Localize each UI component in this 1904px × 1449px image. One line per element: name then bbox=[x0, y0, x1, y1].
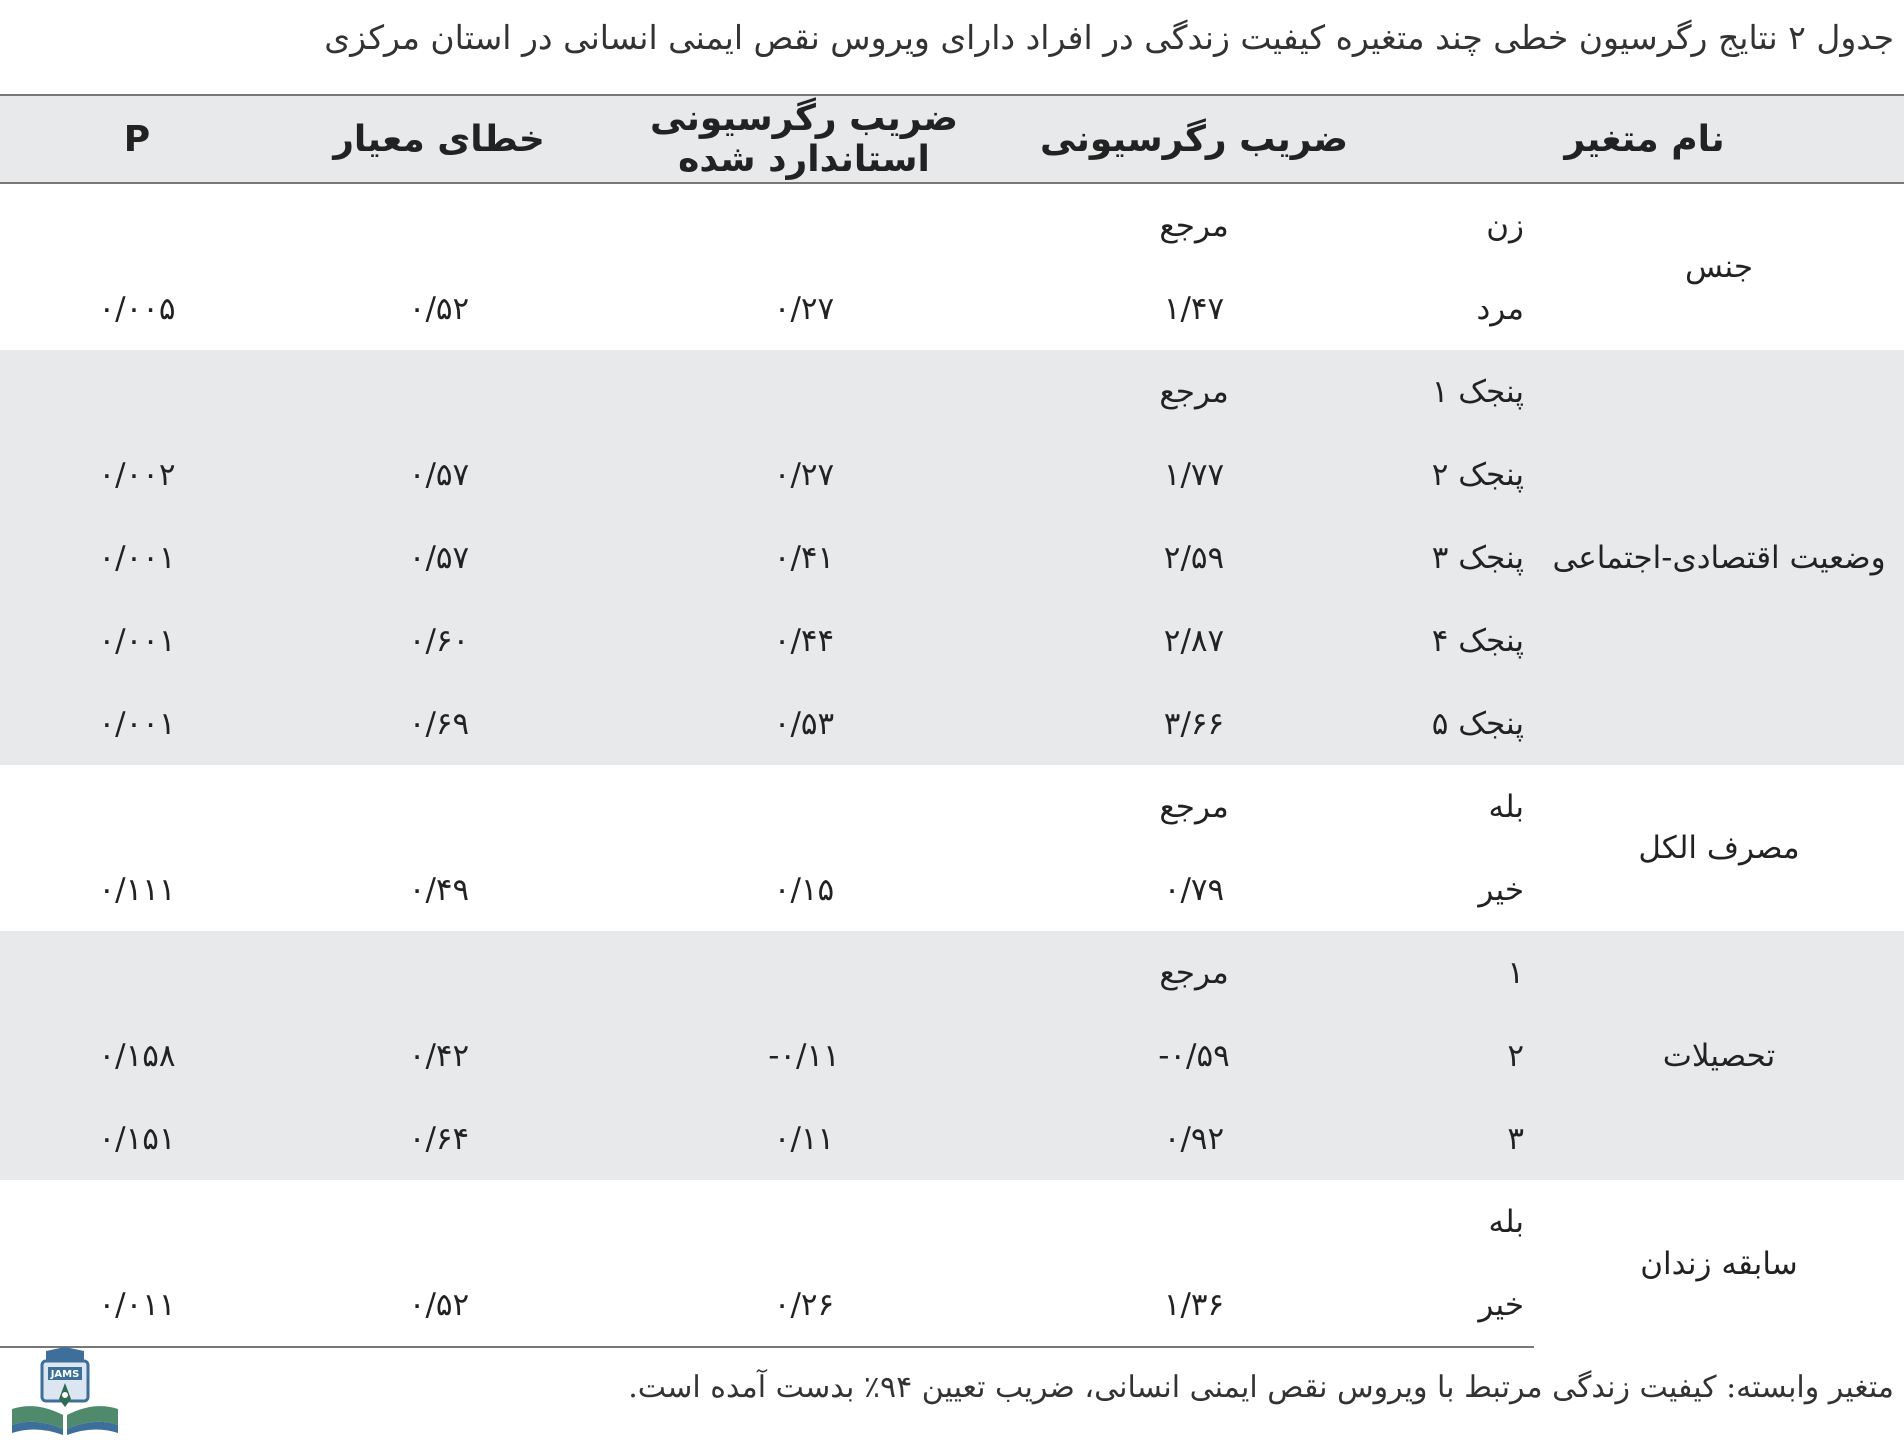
logo-text: JAMS bbox=[50, 1369, 80, 1380]
header-standard-error: خطای معیار bbox=[274, 95, 604, 183]
standardized-coef-cell bbox=[604, 848, 1004, 931]
standard-error-cell bbox=[274, 516, 604, 599]
standardized-coef-value: ۰/۵۳ bbox=[773, 705, 835, 742]
variable-name-cell: جنس bbox=[1684, 249, 1754, 285]
regression-coef-cell bbox=[1004, 848, 1384, 931]
table-row bbox=[0, 931, 1904, 1014]
header-regression-coef: ضریب رگرسیونی bbox=[1004, 95, 1384, 183]
regression-coef-value: -۰/۵۹ bbox=[1158, 1037, 1230, 1074]
standardized-coef-cell bbox=[604, 267, 1004, 350]
p-value-value: ۰/۱۵۱ bbox=[98, 1120, 176, 1157]
standard-error-value: ۰/۵۷ bbox=[408, 456, 470, 493]
standardized-coef-value: ۰/۲۷ bbox=[773, 290, 835, 327]
standardized-coef-cell bbox=[604, 433, 1004, 516]
standardized-coef-value: ۰/۱۵ bbox=[773, 871, 835, 908]
p-value-cell bbox=[0, 267, 274, 350]
table-row bbox=[0, 765, 1904, 848]
table-row bbox=[0, 350, 1904, 433]
regression-coef-cell bbox=[1004, 267, 1384, 350]
standard-error-cell bbox=[274, 1097, 604, 1180]
level-cell: بله bbox=[1488, 788, 1525, 825]
standardized-coef-cell bbox=[604, 1180, 1004, 1263]
level-cell: ۳ bbox=[1384, 1097, 1534, 1180]
p-value-value: ۰/۰۰۱ bbox=[98, 705, 176, 742]
regression-table bbox=[0, 94, 1904, 1348]
p-value-value: ۰/۰۰۱ bbox=[98, 622, 176, 659]
p-value-value: ۰/۱۱۱ bbox=[98, 871, 176, 908]
level-cell: پنجک ۱ bbox=[1384, 350, 1534, 433]
standard-error-value: ۰/۵۲ bbox=[408, 1286, 470, 1323]
standard-error-cell bbox=[274, 1180, 604, 1263]
regression-coef-value: مرجع bbox=[1159, 207, 1229, 244]
standardized-coef-value: ۰/۴۱ bbox=[773, 539, 835, 576]
regression-coef-value: ۳/۶۶ bbox=[1163, 705, 1225, 742]
standard-error-cell bbox=[274, 931, 604, 1014]
standardized-coef-cell bbox=[604, 1097, 1004, 1180]
level-cell: مرد bbox=[1476, 290, 1525, 327]
regression-table-container bbox=[0, 94, 1904, 1348]
variable-name-cell: وضعیت اقتصادی-اجتماعی bbox=[1534, 350, 1904, 765]
variable-name-cell: تحصیلات bbox=[1534, 931, 1904, 1180]
level-cell: پنجک ۲ bbox=[1384, 433, 1534, 516]
p-value-value: ۰/۰۰۵ bbox=[98, 290, 176, 327]
regression-coef-cell bbox=[1004, 682, 1384, 765]
standardized-coef-cell bbox=[604, 183, 1004, 267]
standard-error-value: ۰/۴۲ bbox=[408, 1037, 470, 1074]
regression-coef-cell bbox=[1004, 931, 1384, 1014]
p-value-cell bbox=[0, 1097, 274, 1180]
journal-logo bbox=[6, 1345, 124, 1445]
level-cell: ۱ bbox=[1384, 931, 1534, 1014]
p-value-cell bbox=[0, 433, 274, 516]
variable-name-cell: سابقه زندان bbox=[1640, 1245, 1798, 1282]
p-value-cell bbox=[0, 350, 274, 433]
standardized-coef-cell bbox=[604, 599, 1004, 682]
header-p-value: P bbox=[0, 95, 274, 183]
level-cell: زن bbox=[1486, 207, 1525, 244]
standardized-coef-cell bbox=[604, 931, 1004, 1014]
standard-error-cell bbox=[274, 433, 604, 516]
standard-error-cell bbox=[274, 1014, 604, 1097]
level-cell: پنجک ۴ bbox=[1384, 599, 1534, 682]
p-value-value: ۰/۰۰۱ bbox=[98, 539, 176, 576]
standardized-coef-cell bbox=[604, 765, 1004, 848]
regression-coef-value: ۲/۸۷ bbox=[1163, 622, 1225, 659]
p-value-cell bbox=[0, 599, 274, 682]
level-cell: پنجک ۵ bbox=[1384, 682, 1534, 765]
standardized-coef-cell bbox=[604, 682, 1004, 765]
standard-error-cell bbox=[274, 183, 604, 267]
standard-error-cell bbox=[274, 267, 604, 350]
p-value-cell bbox=[0, 1180, 274, 1263]
regression-coef-value: ۱/۴۷ bbox=[1163, 290, 1225, 327]
p-value-cell bbox=[0, 1263, 274, 1347]
standard-error-value: ۰/۶۰ bbox=[408, 622, 470, 659]
p-value-cell bbox=[0, 848, 274, 931]
standard-error-cell bbox=[274, 1263, 604, 1347]
regression-coef-value: مرجع bbox=[1159, 373, 1229, 410]
regression-coef-cell bbox=[1004, 1180, 1384, 1263]
standardized-coef-cell bbox=[604, 1014, 1004, 1097]
table-caption: جدول ۲ نتایج رگرسیون خطی چند متغیره کیفیت زندگی در افراد دارای ویروس نقص ایمنی انسانی در استان مرکزی bbox=[324, 18, 1894, 57]
p-value-cell bbox=[0, 931, 274, 1014]
regression-coef-value: ۰/۹۲ bbox=[1163, 1120, 1225, 1157]
regression-coef-value: ۲/۵۹ bbox=[1163, 539, 1225, 576]
standardized-coef-cell bbox=[604, 1263, 1004, 1347]
regression-coef-value: مرجع bbox=[1159, 788, 1229, 825]
standardized-coef-cell bbox=[604, 350, 1004, 433]
p-value-cell bbox=[0, 183, 274, 267]
p-value-cell bbox=[0, 516, 274, 599]
regression-coef-cell bbox=[1004, 1014, 1384, 1097]
p-value-cell bbox=[0, 682, 274, 765]
variable-name-cell: مصرف الکل bbox=[1638, 830, 1800, 866]
standard-error-value: ۰/۴۹ bbox=[408, 871, 470, 908]
standardized-coef-value: ۰/۴۴ bbox=[773, 622, 835, 659]
table-row bbox=[0, 183, 1904, 267]
regression-coef-cell bbox=[1004, 433, 1384, 516]
regression-coef-cell bbox=[1004, 350, 1384, 433]
table-row bbox=[0, 1180, 1904, 1263]
p-value-cell bbox=[0, 765, 274, 848]
regression-coef-value: مرجع bbox=[1159, 954, 1229, 991]
standard-error-value: ۰/۶۹ bbox=[408, 705, 470, 742]
standardized-coef-value: ۰/۲۶ bbox=[773, 1286, 835, 1323]
table-footnote: متغیر وابسته: کیفیت زندگی مرتبط با ویروس نقص ایمنی انسانی، ضریب تعیین ۹۴٪ بدست آمده است. bbox=[628, 1370, 1894, 1405]
regression-coef-value: ۰/۷۹ bbox=[1163, 871, 1225, 908]
standard-error-cell bbox=[274, 682, 604, 765]
standardized-coef-value: ۰/۱۱ bbox=[773, 1120, 835, 1157]
standardized-coef-value: ۰/۲۷ bbox=[773, 456, 835, 493]
header-standardized-coef: ضریب رگرسیونی استاندارد شده bbox=[604, 95, 1004, 183]
standardized-coef-cell bbox=[604, 516, 1004, 599]
level-cell: خیر bbox=[1384, 1263, 1534, 1347]
p-value-value: ۰/۱۵۸ bbox=[98, 1037, 176, 1074]
standard-error-value: ۰/۵۷ bbox=[408, 539, 470, 576]
standard-error-cell bbox=[274, 599, 604, 682]
standard-error-cell bbox=[274, 848, 604, 931]
standard-error-value: ۰/۵۲ bbox=[408, 290, 470, 327]
p-value-value: ۰/۰۰۲ bbox=[98, 456, 176, 493]
p-value-cell bbox=[0, 1014, 274, 1097]
regression-coef-cell bbox=[1004, 516, 1384, 599]
regression-coef-cell bbox=[1004, 183, 1384, 267]
header-variable-name: نام متغیر bbox=[1384, 95, 1904, 183]
regression-coef-cell bbox=[1004, 1097, 1384, 1180]
level-cell: بله bbox=[1488, 1203, 1525, 1240]
p-value-value: ۰/۰۱۱ bbox=[98, 1286, 176, 1323]
level-cell: خیر bbox=[1478, 871, 1525, 908]
regression-coef-value: ۱/۳۶ bbox=[1163, 1286, 1225, 1323]
standard-error-value: ۰/۶۴ bbox=[408, 1120, 470, 1157]
regression-coef-cell bbox=[1004, 599, 1384, 682]
regression-coef-cell bbox=[1004, 765, 1384, 848]
standard-error-cell bbox=[274, 350, 604, 433]
regression-coef-cell bbox=[1004, 1263, 1384, 1347]
level-cell: پنجک ۳ bbox=[1384, 516, 1534, 599]
table-header-row bbox=[0, 95, 1904, 183]
table-body bbox=[0, 183, 1904, 1347]
regression-coef-value: ۱/۷۷ bbox=[1163, 456, 1225, 493]
level-cell: ۲ bbox=[1384, 1014, 1534, 1097]
standard-error-cell bbox=[274, 765, 604, 848]
standardized-coef-value: -۰/۱۱ bbox=[768, 1037, 840, 1074]
